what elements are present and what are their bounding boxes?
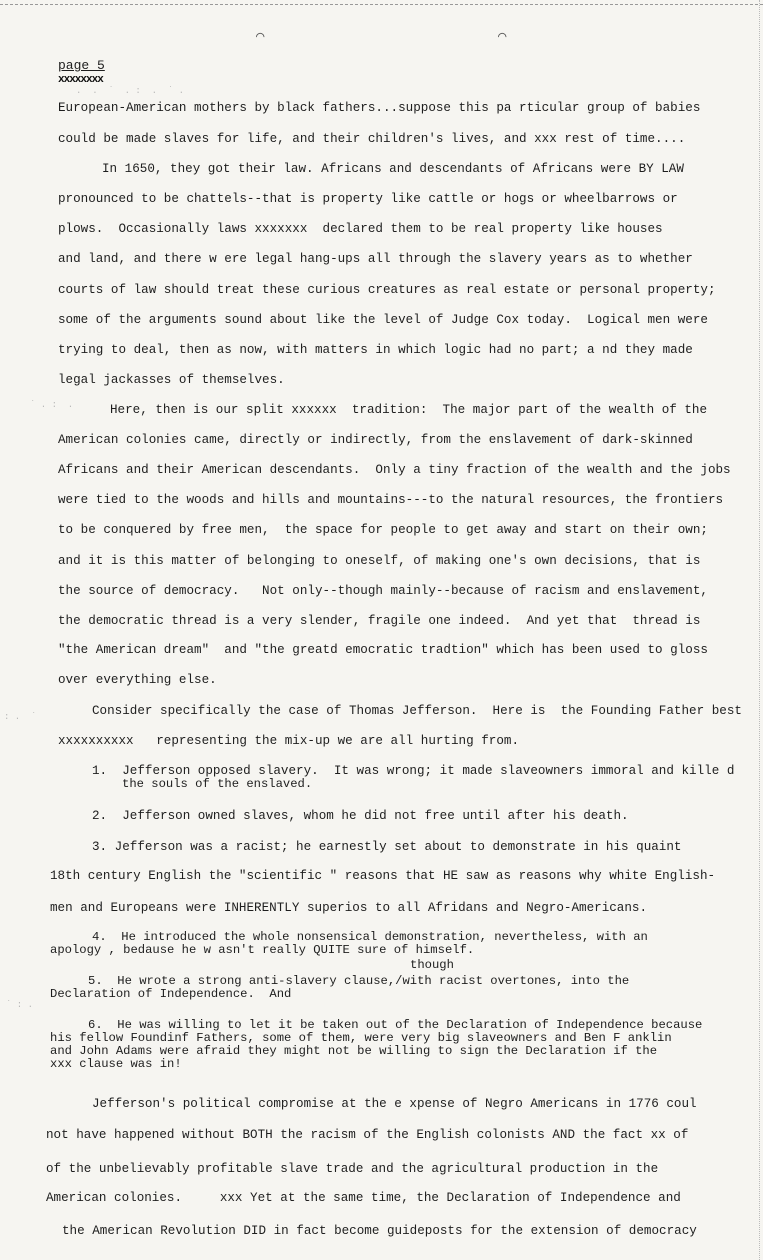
text-line: 18th century English the "scientific " reasons that HE saw as reasons why white English- bbox=[50, 869, 716, 883]
list-item-1: 1. Jefferson opposed slavery. It was wrong; it made slaveowners immoral and kille d bbox=[92, 764, 735, 778]
text-line: over everything else. bbox=[58, 673, 217, 687]
text-line: apology , bedause he w asn't really QUITE sure of himself. bbox=[50, 943, 475, 957]
text-line: the souls of the enslaved. bbox=[122, 777, 313, 791]
text-line: the source of democracy. Not only--though mainly--because of racism and enslavement, bbox=[58, 584, 708, 598]
text-line: "the American dream" and "the greatd emocratic tradtion" which has been used to gloss bbox=[58, 643, 708, 657]
bleed-through-noise: ˙ : . bbox=[6, 1000, 34, 1010]
text-line: men and Europeans were INHERENTLY superios to all Afridans and Negro-Americans. bbox=[50, 901, 648, 915]
list-item-3: 3. Jefferson was a racist; he earnestly set about to demonstrate in his quaint bbox=[92, 840, 682, 854]
text-line: were tied to the woods and hills and mountains---to the natural resources, the frontiers bbox=[58, 493, 724, 507]
text-line: In 1650, they got their law. Africans and descendants of Africans were BY LAW bbox=[102, 162, 684, 176]
text-line: American colonies. xxx Yet at the same time, the Declaration of Independence and bbox=[46, 1191, 681, 1205]
inserted-word: though bbox=[410, 958, 454, 972]
list-item-6: 6. He was willing to let it be taken out of the Declaration of Independence because bbox=[88, 1018, 703, 1032]
text-line: pronounced to be chattels--that is property like cattle or hogs or wheelbarrows or bbox=[58, 192, 678, 206]
text-line: xxx clause was in! bbox=[50, 1057, 182, 1071]
text-line: could be made slaves for life, and their children's lives, and xxx rest of time.... bbox=[58, 132, 686, 146]
text-line: xxxxxxxxxx representing the mix-up we are all hurting from. bbox=[58, 734, 520, 748]
text-line: Africans and their American descendants. Only a tiny fraction of the wealth and the jobs bbox=[58, 463, 731, 477]
text-line: European-American mothers by black fathers...suppose this pa rticular group of babies bbox=[58, 101, 701, 115]
text-line: Consider specifically the case of Thomas Jefferson. Here is the Founding Father best bbox=[92, 704, 742, 718]
text-line: courts of law should treat these curious creatures as real estate or personal property; bbox=[58, 283, 716, 297]
text-line: his fellow Foundinf Fathers, some of them, were very big slaveowners and Ben F anklin bbox=[50, 1031, 672, 1045]
text-line: Here, then is our split xxxxxx tradition: The major part of the wealth of the bbox=[110, 403, 708, 417]
page-top-edge bbox=[0, 4, 763, 5]
text-line: American colonies came, directly or indirectly, from the enslavement of dark-skinned bbox=[58, 433, 693, 447]
text-line: the democratic thread is a very slender, fragile one indeed. And yet that thread is bbox=[58, 614, 701, 628]
struck-out-header: xxxxxxxx bbox=[58, 74, 103, 86]
text-line: some of the arguments sound about like the level of Judge Cox today. Logical men were bbox=[58, 313, 708, 327]
text-line: and John Adams were afraid they might not be willing to sign the Declaration if the bbox=[50, 1044, 658, 1058]
text-line: Jefferson's political compromise at the e xpense of Negro Americans in 1776 coul bbox=[92, 1097, 697, 1111]
list-item-5: 5. He wrote a strong anti-slavery clause,/with racist overtones, into the bbox=[88, 974, 630, 988]
page-right-edge bbox=[759, 0, 760, 1260]
binder-hole-mark: ⌒ bbox=[498, 29, 507, 45]
page-number: page 5 bbox=[58, 58, 105, 73]
list-item-2: 2. Jefferson owned slaves, whom he did not free until after his death. bbox=[92, 809, 629, 823]
text-line: and it is this matter of belonging to oneself, of making one's own decisions, that is bbox=[58, 554, 701, 568]
bleed-through-noise: : . ˙ bbox=[4, 712, 37, 722]
text-line: to be conquered by free men, the space for people to get away and start on their own; bbox=[58, 523, 708, 537]
text-line: Declaration of Independence. And bbox=[50, 987, 292, 1001]
text-line: legal jackasses of themselves. bbox=[58, 373, 285, 387]
bleed-through-noise: ˙ . : . bbox=[30, 400, 74, 410]
bleed-through-noise: . . ˙ . : . ˙ . bbox=[76, 86, 185, 96]
text-line: and land, and there w ere legal hang-ups all through the slavery years as to whether bbox=[58, 252, 693, 266]
text-line: of the unbelievably profitable slave trade and the agricultural production in the bbox=[46, 1162, 659, 1176]
text-line: plows. Occasionally laws xxxxxxx declared them to be real property like houses bbox=[58, 222, 663, 236]
text-line: the American Revolution DID in fact become guideposts for the extension of democracy bbox=[62, 1224, 697, 1238]
text-line: trying to deal, then as now, with matters in which logic had no part; a nd they made bbox=[58, 343, 693, 357]
binder-hole-mark: ⌒ bbox=[256, 29, 265, 45]
list-item-4: 4. He introduced the whole nonsensical demonstration, nevertheless, with an bbox=[92, 930, 648, 944]
text-line: not have happened without BOTH the racism of the English colonists AND the fact xx of bbox=[46, 1128, 689, 1142]
